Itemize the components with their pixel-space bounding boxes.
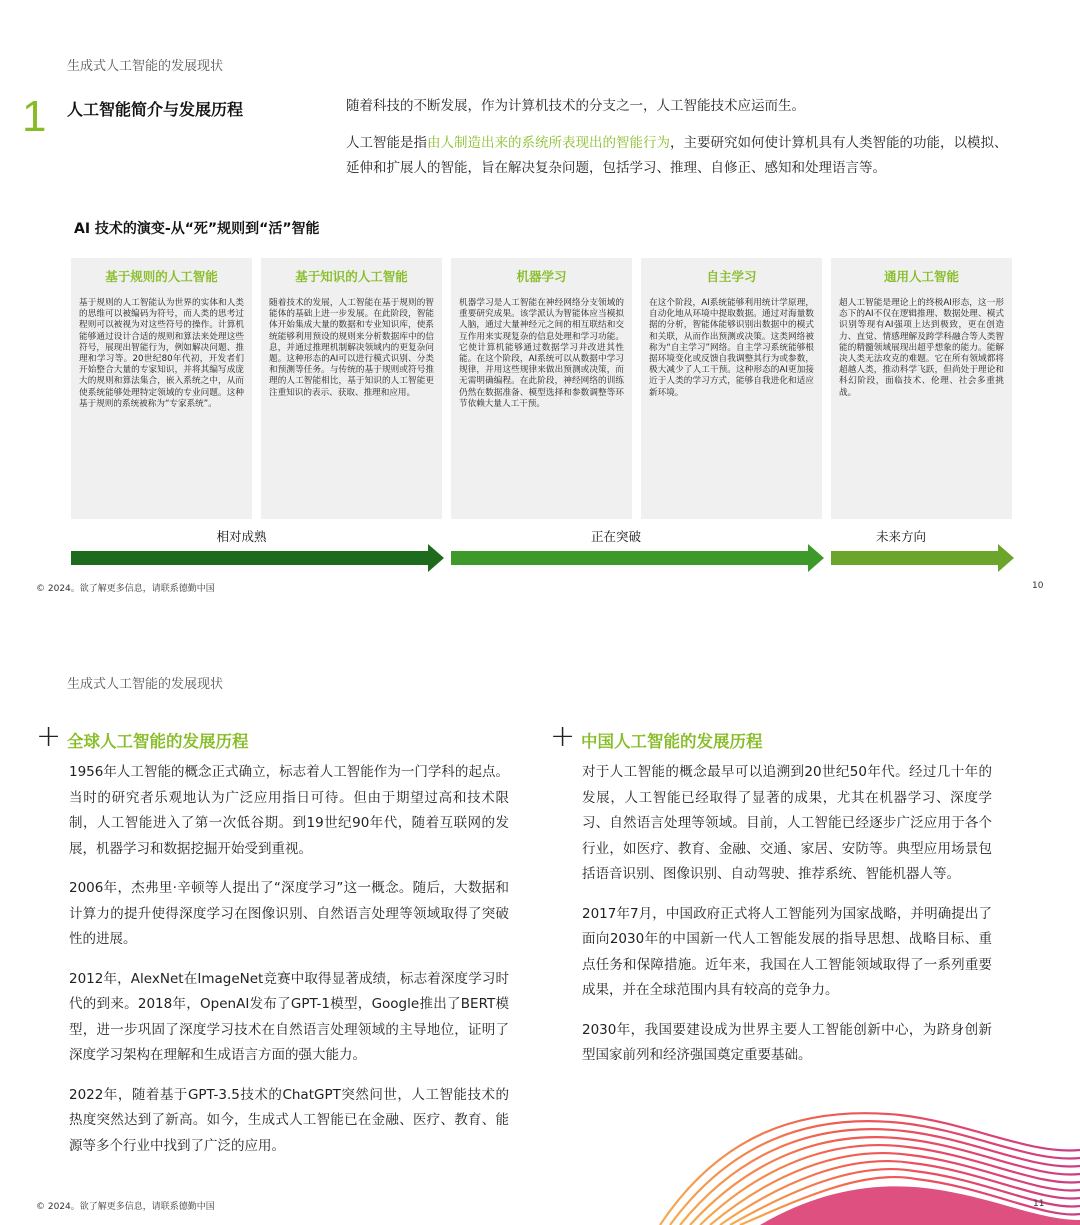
stage-card-rules [71,258,252,519]
stage-card-text: 机器学习是人工智能在神经网络分支领域的重要研究成果。该学派认为智能体应当模拟人脑，通过大量神经元之间的相互联结和交互作用来实现复杂的信息处理和学习功能。它使计算机能够通过数据学习并改进其性能。在这个阶段，AI系统可以从数据中学习规律，并用这些规律来做出预测或决策，而无需明确编程。在此阶段，神经网络的训练仍然在数据准备、模型选择和参数调整等环节依赖大量人工干预。 [459,298,624,409]
evolution-title: AI 技术的演变-从“死”规则到“活”智能 [74,221,320,237]
footer-copyright: © 2024。欲了解更多信息，请联系德勤中国 [36,1202,215,1212]
plus-icon: + [36,719,62,754]
arrow-right-icon [451,544,826,572]
body-paragraph: 对于人工智能的概念最早可以追溯到20世纪50年代。经过几十年的发展，人工智能已经取得了显著的成果，尤其在机器学习、深度学习、自然语言处理等领域。目前，人工智能已经逐步广泛应用于各个行业，如医疗、教育、金融、交通、家居、安防等。典型应用场景包括语音识别、图像识别、自动驾驶、推荐系统、智能机器人等。 [582,764,992,882]
stage-card-text: 随着技术的发展，人工智能在基于规则的智能体的基础上进一步发展。在此阶段，智能体开始集成大量的数据和专业知识库，使系统能够利用预设的规则来分析数据库中的信息，并通过推理机制解决领域内的更复杂问题。这种形态的AI可以进行模式识别、分类和预测等任务。与传统的基于规则或符号推理的人工智能相比，基于知识的人工智能更注重知识的表示、获取、推理和应用。 [269,298,434,398]
stage-card-title: 机器学习 [516,269,567,284]
stage-card-machine-learning [451,258,632,519]
page-number: 10 [1032,581,1044,591]
global-history-title: 全球人工智能的发展历程 [67,732,249,751]
stage-card-agi [831,258,1012,519]
footer-copyright: © 2024。欲了解更多信息，请联系德勤中国 [36,584,215,594]
body-paragraph: 1956年人工智能的概念正式确立，标志着人工智能作为一门学科的起点。当时的研究者乐观地认为广泛应用指日可待。但由于期望过高和技术限制，人工智能进入了第一次低谷期。到19世纪90年代，随着互联网的发展，机器学习和数据挖掘开始受到重视。 [69,764,509,857]
stage-card-title: 自主学习 [706,269,757,284]
intro-text [346,94,1011,193]
body-paragraph: 2012年，AlexNet在ImageNet竞赛中取得显著成绩，标志着深度学习时代的到来。2018年，OpenAI发布了GPT-1模型，Google推出了BERT模型，进一步巩固了深度学习技术在自然语言处理领域的主导地位，证明了深度学习架构在理解和生成语言方面的强大能力。 [69,970,509,1063]
chapter-number: 1 [22,92,47,141]
plus-icon: + [550,719,576,754]
stage-card-title: 基于知识的人工智能 [295,269,408,284]
stage-card-text: 基于规则的人工智能认为世界的实体和人类的思维可以被编码为符号，而人类的思考过程则可以被视为对这些符号的操作。计算机能够通过设计合适的规则和算法来处理这些符号，展现出智能行为，例如解决问题、推理和学习等。20世纪80年代初，开发者们开始整合大量的专家知识，并将其编写成庞大的规则和算法集合，嵌入系统之中，从而使系统能够处理特定领域的专业问题。这种基于规则的系统被称为“专家系统”。 [79,298,244,409]
arrow-right-icon [71,544,446,572]
intro-highlight: 由人制造出来的系统所表现出的智能行为 [427,135,670,151]
stage-card-title: 通用人工智能 [883,269,959,284]
global-history-text [69,760,509,1173]
stage-card-title: 基于规则的人工智能 [105,269,218,284]
arrow-right-icon [831,544,1015,572]
intro-text-post: ，主要研究如何使计算机具有人类智能的功能，以模拟、延伸和扩展人的智能，旨在解决复杂问题，包括学习、推理、自修正、感知和处理语言等。 [346,135,1008,176]
stage-label-mature: 相对成熟 [216,529,267,544]
stage-card-text: 在这个阶段，AI系统能够利用统计学原理，自动化地从环境中提取数据。通过对海量数据的分析，智能体能够识别出数据中的模式和关联，从而作出预测或决策。这类网络被称为“自主学习”网络。自主学习系统能够根据环境变化或反馈自我调整其行为或参数，极大减少了人工干预。这种形态的AI更加接近于人类的学习方式，能够自我进化和适应新环境。 [649,298,814,398]
stage-label-breakthrough: 正在突破 [590,529,641,544]
body-paragraph: 2017年7月，中国政府正式将人工智能列为国家战略，并明确提出了面向2030年的中国新一代人工智能发展的指导思想、战略目标、重点任务和保障措施。近年来，我国在人工智能领域取得了一系列重要成果，并在全球范围内具有较高的竞争力。 [582,905,992,998]
section-label: 生成式人工智能的发展现状 [67,59,224,74]
intro-paragraph [346,131,1011,181]
stage-card-text: 超人工智能是理论上的终极AI形态，这一形态下的AI不仅在逻辑推理、数据处理、模式识别等现有AI强项上达到极致，更在创造力、直觉、情感理解及跨学科融合等人类智能的精髓领域展现出超乎想象的能力。能解决人类无法攻克的难题。它在所有领域都将超越人类，推动科学飞跃，但尚处于理论和科幻阶段，面临技术、伦理、社会多重挑战。 [839,298,1004,398]
body-paragraph: 2030年，我国要建设成为世界主要人工智能创新中心，为跻身创新型国家前列和经济强国奠定重要基础。 [582,1021,992,1063]
china-history-text [582,760,992,1083]
decorative-wave-graphic [640,1095,1080,1225]
intro-paragraph: 随着科技的不断发展，作为计算机技术的分支之一，人工智能技术应运而生。 [346,98,805,114]
body-paragraph: 2006年，杰弗里·辛顿等人提出了“深度学习”这一概念。随后，大数据和计算力的提升使得深度学习在图像识别、自然语言处理等领域取得了突破性的进展。 [69,880,509,947]
stage-card-knowledge [261,258,442,519]
chapter-title: 人工智能简介与发展历程 [67,100,244,119]
stage-label-future: 未来方向 [875,529,926,544]
intro-text-pre: 人工智能是指 [346,135,427,151]
section-label: 生成式人工智能的发展现状 [67,677,224,692]
page-number: 11 [1033,1199,1045,1209]
stage-card-self-learning [641,258,822,519]
china-history-title: 中国人工智能的发展历程 [581,732,763,751]
body-paragraph: 2022年，随着基于GPT-3.5技术的ChatGPT突然问世，人工智能技术的热度突然达到了新高。如今，生成式人工智能已在金融、医疗、教育、能源等多个行业中找到了广泛的应用。 [69,1086,509,1154]
